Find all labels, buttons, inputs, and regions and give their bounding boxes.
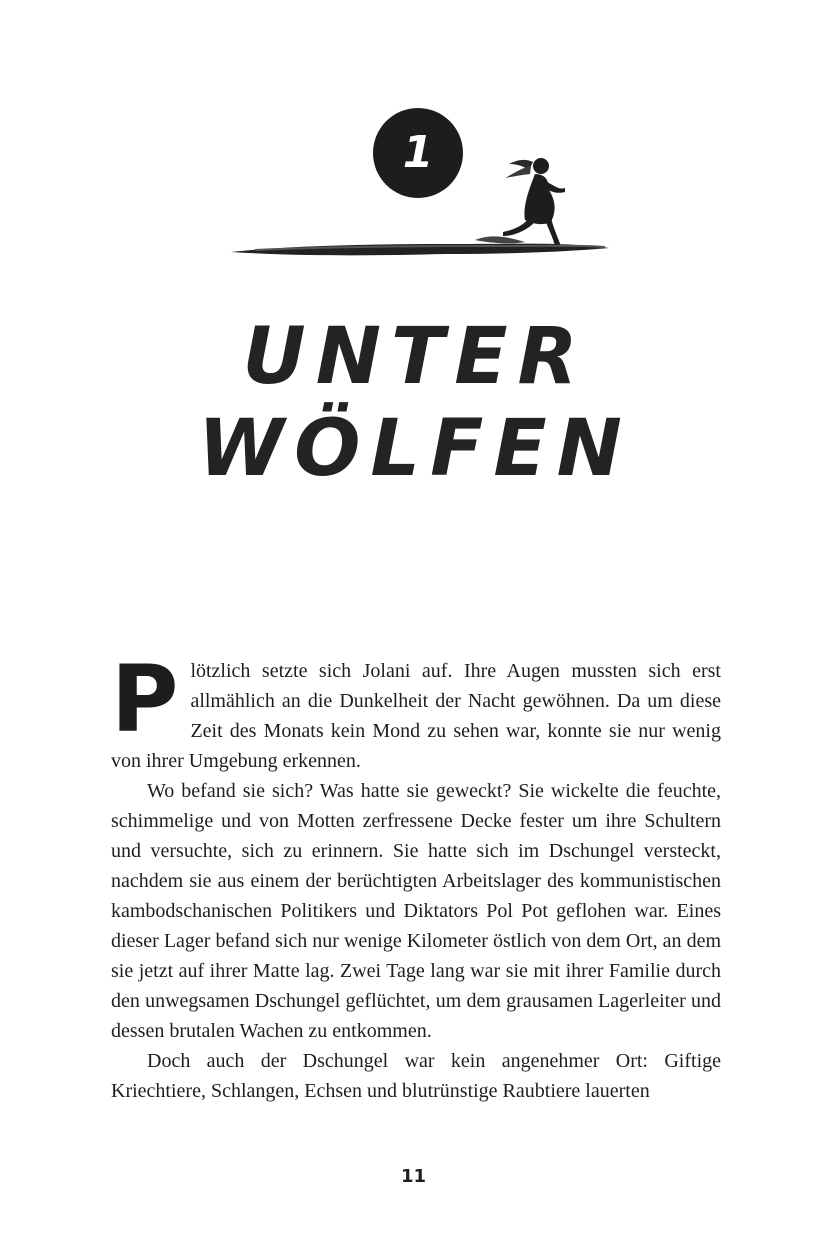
- paragraph: Wo befand sie sich? Was hatte sie geweckt? Sie wickelte die feuchte, schimmelige und von Motten zerfressene Decke fester um ihre Schultern und versuchte, sich zu erinnern. Sie hatte sich im Dschungel versteckt, nachdem sie aus einem der berüchtigten Arbeitslager des kommunistischen kambodschanischen Politikers und Diktators Pol Pot geflohen war. Eines dieser Lager befand sich nur wenige Kilometer östlich von dem Ort, an dem sie jetzt auf ihrer Matte lag. Zwei Tage lang war sie mit ihrer Familie durch den unwegsamen Dschungel geflüchtet, um dem grausamen Lagerleiter und dessen brutalen Wachen zu entkommen.: [111, 780, 721, 1042]
- chapter-number: 1: [402, 127, 434, 178]
- chapter-emblem: [225, 100, 615, 270]
- paragraph: [111, 646, 721, 776]
- chapter-title-line-2: WÖLFEN: [198, 404, 632, 494]
- chapter-body-text: [111, 646, 721, 1106]
- brush-stroke-ground: [225, 230, 615, 270]
- paragraph-text: lötzlich setzte sich Jolani auf. Ihre Augen mussten sich erst allmählich an die Dunkelheit der Nacht gewöhnen. Da um diese Zeit des Monats kein Mond zu sehen war, konnte sie nur wenig von ihrer Umgebung erkennen.: [111, 660, 721, 772]
- page-number: 11: [400, 1166, 427, 1187]
- drop-cap: P: [111, 646, 179, 753]
- paragraph: Doch auch der Dschungel war kein angenehmer Ort: Giftige Kriechtiere, Schlangen, Echsen und blutrünstige Raubtiere lauerten: [111, 1050, 721, 1102]
- chapter-title-line-1: UNTER: [242, 312, 588, 402]
- chapter-number-badge: [373, 108, 463, 198]
